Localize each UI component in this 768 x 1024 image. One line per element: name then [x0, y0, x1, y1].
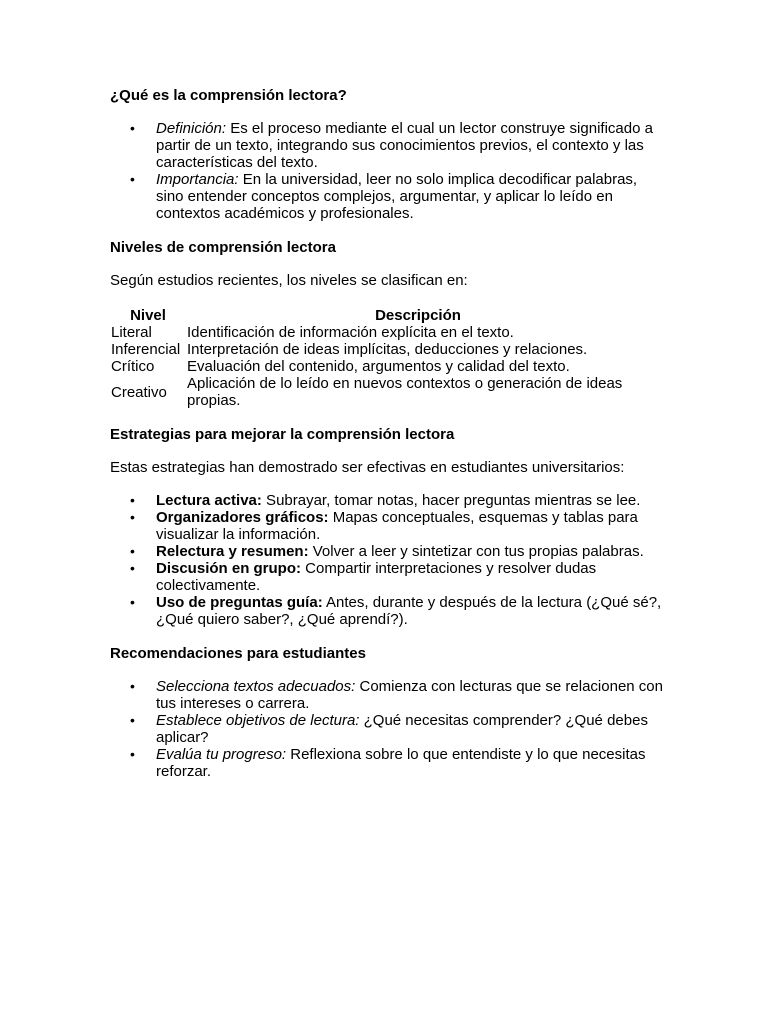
item-term: Importancia:: [156, 171, 239, 188]
strategies-intro: Estas estrategias han demostrado ser efectivas en estudiantes universitarios:: [110, 459, 625, 476]
list-item: [110, 712, 666, 746]
list-item-importance: [110, 171, 666, 222]
list-item: [110, 543, 666, 560]
item-text: Subrayar, tomar notas, hacer preguntas mientras se lee.: [261, 492, 641, 509]
list-item: [110, 509, 666, 543]
level-cell: Inferencial: [111, 341, 181, 358]
table-row: [110, 341, 650, 358]
column-header-description: Descripción: [375, 307, 461, 324]
item-term: Evalúa tu progreso:: [156, 746, 287, 763]
item-text: Reflexiona sobre lo que entendiste y lo que necesitas reforzar.: [156, 746, 646, 780]
table-header-row: [110, 307, 650, 324]
description-cell: Aplicación de lo leído en nuevos contextos o generación de ideas propias.: [187, 375, 623, 409]
item-text: Es el proceso mediante el cual un lector construye significado a partir de un texto, integrando sus conocimientos previos, el contexto y las características del texto.: [156, 120, 653, 171]
item-term: Organizadores gráficos:: [156, 509, 329, 526]
item-text: ¿Qué necesitas comprender? ¿Qué debes aplicar?: [156, 712, 648, 746]
heading-what-is-reading-comprehension: ¿Qué es la comprensión lectora?: [110, 87, 347, 104]
item-text: Mapas conceptuales, esquemas y tablas para visualizar la información.: [156, 509, 638, 543]
list-item: [110, 678, 666, 712]
description-cell: Interpretación de ideas implícitas, deducciones y relaciones.: [187, 341, 588, 358]
definition-list: [110, 120, 666, 222]
levels-table: [110, 307, 650, 409]
list-item: [110, 492, 666, 509]
item-term: Definición:: [156, 120, 227, 137]
levels-intro: Según estudios recientes, los niveles se clasifican en:: [110, 272, 468, 289]
item-term: Uso de preguntas guía:: [156, 594, 323, 611]
column-header-level: Nivel: [130, 307, 166, 324]
document-body: [110, 87, 666, 780]
item-term: Relectura y resumen:: [156, 543, 309, 560]
recommendations-list: [110, 678, 666, 780]
list-item: [110, 746, 666, 780]
list-item: [110, 560, 666, 594]
item-text: En la universidad, leer no solo implica decodificar palabras, sino entender conceptos complejos, argumentar, y aplicar lo leído en contextos académicos y profesionales.: [156, 171, 638, 222]
level-cell: Creativo: [111, 383, 167, 401]
item-text: Comienza con lecturas que se relacionen con tus intereses o carrera.: [156, 678, 663, 712]
item-term: Selecciona textos adecuados:: [156, 678, 356, 695]
table-row: [110, 358, 650, 375]
strategies-list: [110, 492, 666, 628]
description-cell: Evaluación del contenido, argumentos y calidad del texto.: [187, 358, 570, 375]
table-row: [110, 375, 650, 409]
item-text: Compartir interpretaciones y resolver dudas colectivamente.: [156, 560, 597, 594]
level-cell: Crítico: [111, 358, 155, 375]
item-term: Discusión en grupo:: [156, 560, 302, 577]
heading-strategies: Estrategias para mejorar la comprensión lectora: [110, 426, 455, 443]
item-text: Volver a leer y sintetizar con tus propias palabras.: [308, 543, 644, 560]
item-term: Establece objetivos de lectura:: [156, 712, 360, 729]
heading-comprehension-levels: Niveles de comprensión lectora: [110, 239, 336, 256]
description-cell: Identificación de información explícita en el texto.: [187, 324, 514, 341]
level-cell: Literal: [111, 324, 152, 341]
heading-recommendations: Recomendaciones para estudiantes: [110, 645, 366, 662]
list-item-definition: [110, 120, 666, 171]
item-text: Antes, durante y después de la lectura (¿Qué sé?, ¿Qué quiero saber?, ¿Qué aprendí?).: [156, 594, 662, 628]
table-row: [110, 324, 650, 341]
list-item: [110, 594, 666, 628]
item-term: Lectura activa:: [156, 492, 262, 509]
